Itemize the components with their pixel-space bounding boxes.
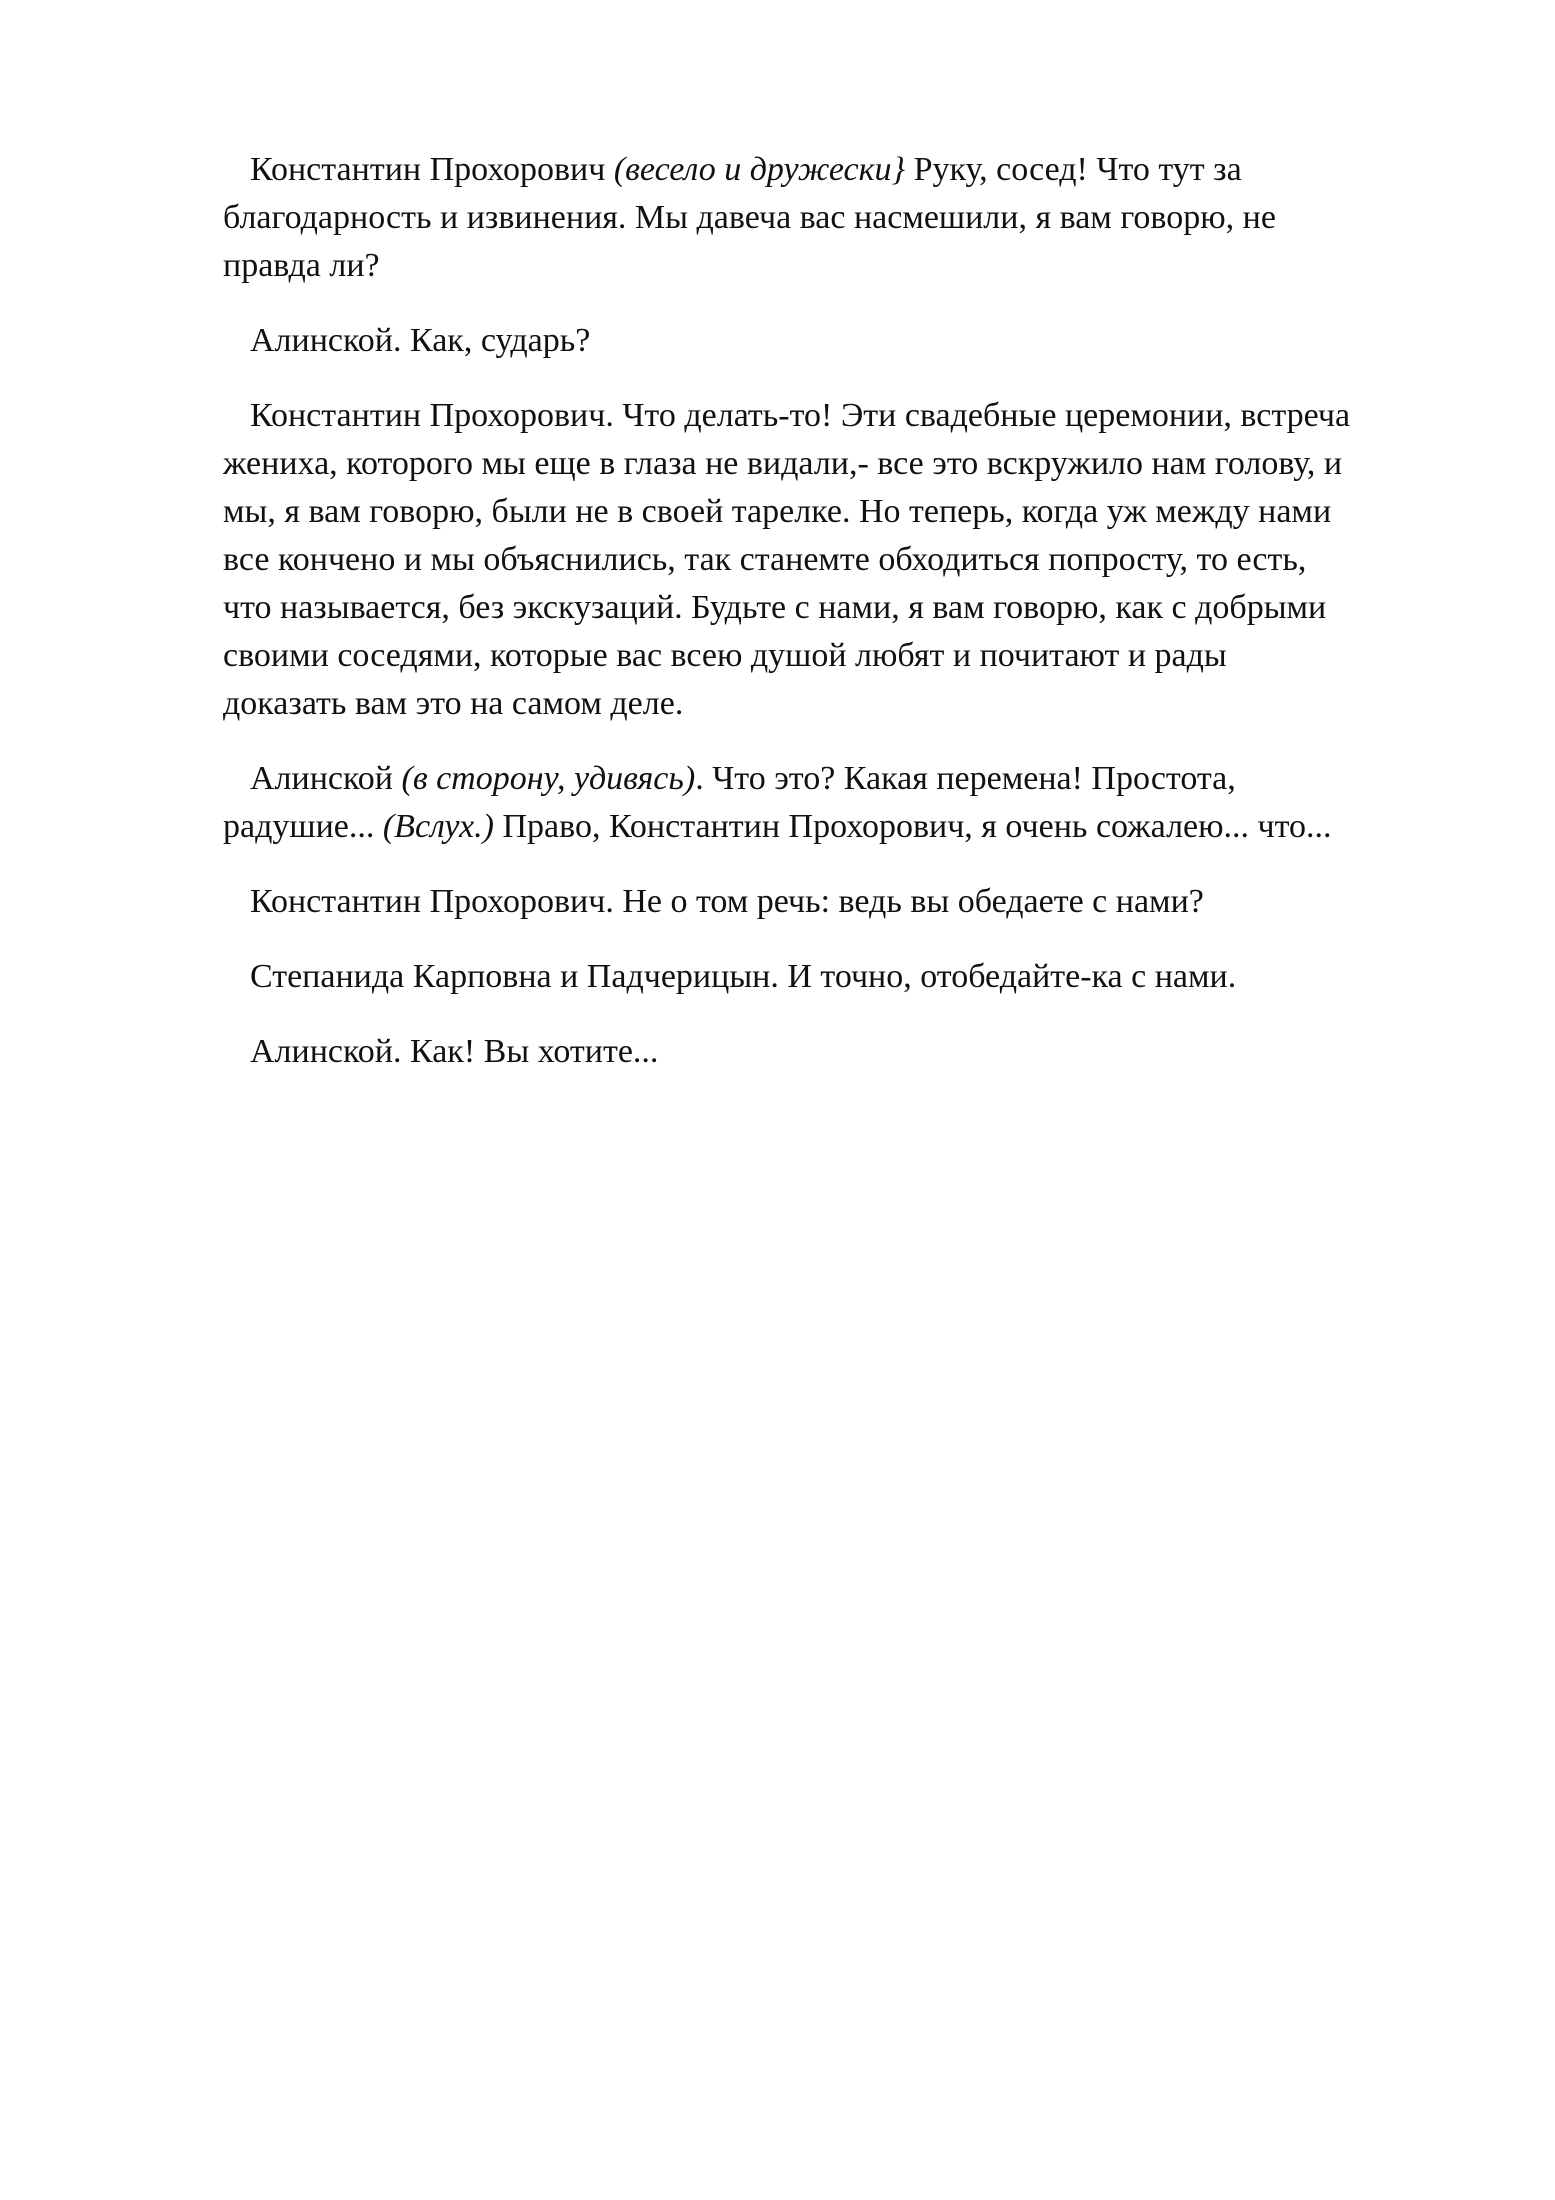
text-line [223,447,1342,481]
text-run: Алинской. Как, сударь? [250,322,591,359]
text-line [250,399,1350,433]
text-run: жениха, которого мы еще в глаза не видали,- все это вскружило нам голову, и [223,445,1343,482]
text-run: мы, я вам говорю, были не в своей тарелке. Но теперь, когда уж между нами [223,493,1332,530]
text-run: Константин Прохорович. Что делать-то! Эти свадебные церемонии, встреча [250,397,1351,434]
text-run: Степанида Карповна и Падчерицын. И точно, отобедайте-ка с нами. [250,958,1237,995]
text-run: доказать вам это на самом деле. [223,685,684,722]
text-line [250,1035,658,1069]
text-line [223,591,1326,625]
text-line [250,885,1204,919]
text-line [223,543,1306,577]
text-run: благодарность и извинения. Мы давеча вас насмешили, я вам говорю, не [223,199,1276,236]
text-run: Руку, сосед! Что тут за [905,151,1242,188]
text-run: Константин Прохорович [250,151,614,188]
text-line [223,639,1227,673]
text-run: радушие... [223,808,383,845]
text-run: что называется, без экскузаций. Будьте с нами, я вам говорю, как с добрыми [223,589,1327,626]
text-line [223,249,380,283]
text-run: Алинской [250,760,402,797]
text-line [250,153,1242,187]
text-line [250,960,1236,994]
stage-direction: (весело и дружески} [613,151,906,188]
text-line [223,495,1331,529]
text-run: Алинской. Как! Вы хотите... [250,1033,659,1070]
text-run: . Что это? Какая перемена! Простота, [695,760,1236,797]
stage-direction: (в сторону, удивясь) [401,760,696,797]
text-line [250,762,1236,796]
text-line [250,324,590,358]
stage-direction: (Вслух.) [382,808,494,845]
text-line [223,810,1332,844]
text-run: правда ли? [223,247,380,284]
text-run: Константин Прохорович. Не о том речь: ведь вы обедаете с нами? [250,883,1204,920]
text-run: своими соседями, которые вас всею душой любят и почитают и рады [223,637,1227,674]
text-line [223,201,1276,235]
text-line [223,687,683,721]
text-run: Право, Константин Прохорович, я очень сожалею... что... [493,808,1332,845]
text-run: все кончено и мы объяснились, так станемте обходиться попросту, то есть, [223,541,1307,578]
